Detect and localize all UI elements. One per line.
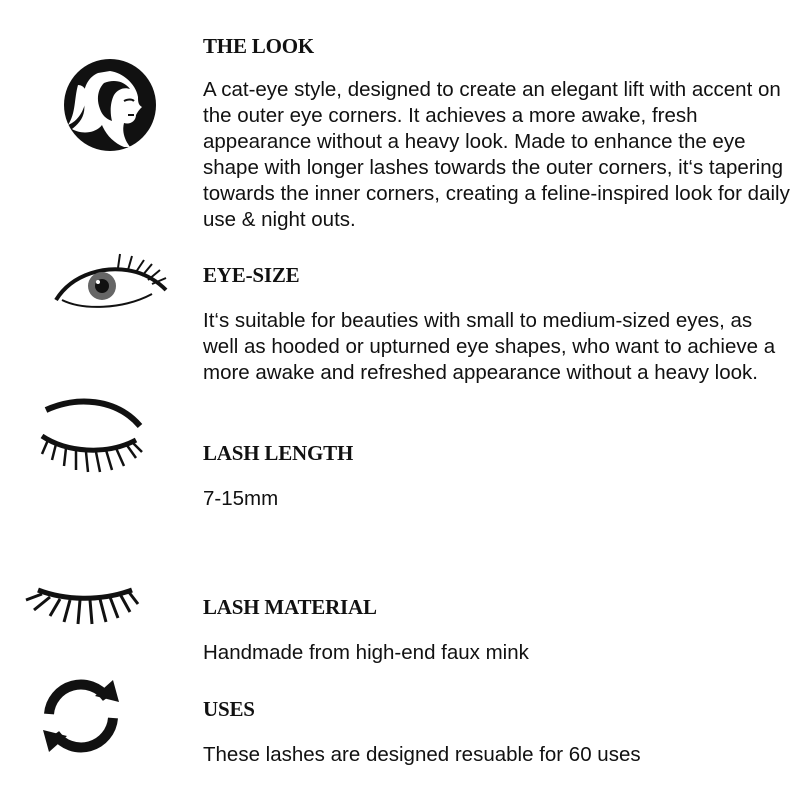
lash-strip-icon [20, 570, 140, 630]
section-text: Handmade from high-end faux mink [203, 641, 529, 664]
section-lash-material [203, 595, 793, 666]
section-the-look [203, 34, 793, 233]
section-heading: USES [203, 697, 255, 721]
section-text: These lashes are designed resuable for 60 uses [203, 743, 641, 766]
section-eye-size [203, 263, 793, 386]
section-heading: LASH LENGTH [203, 441, 354, 465]
section-lash-length [203, 441, 793, 512]
section-heading: EYE-SIZE [203, 263, 300, 287]
section-heading: THE LOOK [203, 34, 315, 58]
reuse-arrows-icon [33, 676, 129, 756]
section-heading: LASH MATERIAL [203, 595, 377, 619]
section-uses [203, 697, 793, 768]
open-eye-icon [52, 250, 172, 310]
section-text: 7-15mm [203, 487, 279, 510]
section-text: It‘s suitable for beauties with small to medium-sized eyes, as well as hooded or upturned eye shapes, who want to achieve a more awake and refreshed appearance without a heavy look. [203, 309, 776, 384]
closed-eye-brow-icon [36, 396, 146, 480]
woman-profile-icon [58, 55, 158, 155]
section-text: A cat-eye style, designed to create an elegant lift with accent on the outer eye corners. It achieves a more awake, fresh appearance without a heavy look. Made to enhance the eye shape with longer lashes towards the outer corners, it‘s tapering towards the inner corners, creating a feline-inspired look for daily use & night outs. [203, 78, 790, 231]
